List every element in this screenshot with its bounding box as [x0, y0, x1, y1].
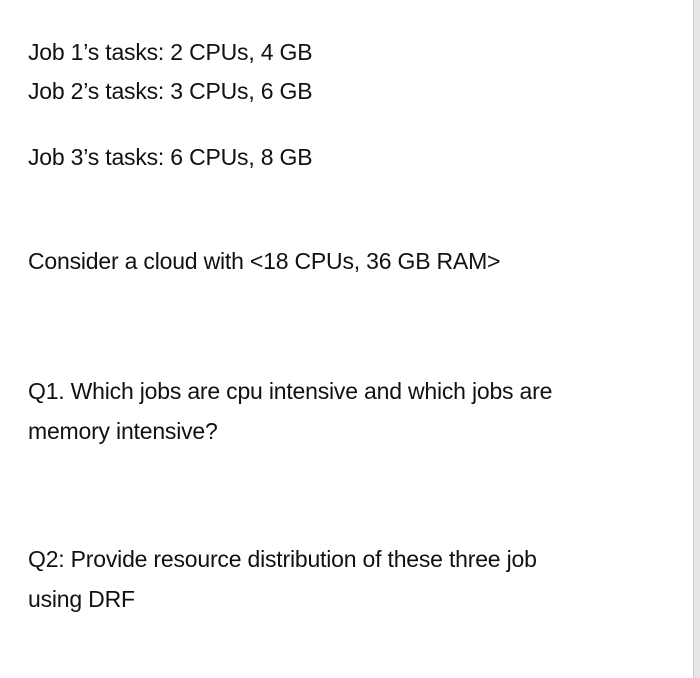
cloud-capacity-statement: Consider a cloud with <18 CPUs, 36 GB RAM>	[28, 248, 501, 274]
job-2-tasks-line: Job 2’s tasks: 3 CPUs, 6 GB	[28, 78, 313, 104]
job-3-tasks-line: Job 3’s tasks: 6 CPUs, 8 GB	[28, 144, 313, 170]
question-1-line-1: Q1. Which jobs are cpu intensive and which jobs are	[28, 378, 553, 404]
job-1-tasks-line: Job 1’s tasks: 2 CPUs, 4 GB	[28, 39, 313, 65]
question-2-line-2: using DRF	[28, 586, 135, 612]
page-right-edge	[693, 0, 700, 678]
question-2-line-1: Q2: Provide resource distribution of these three job	[28, 546, 537, 572]
question-1-line-2: memory intensive?	[28, 418, 218, 444]
